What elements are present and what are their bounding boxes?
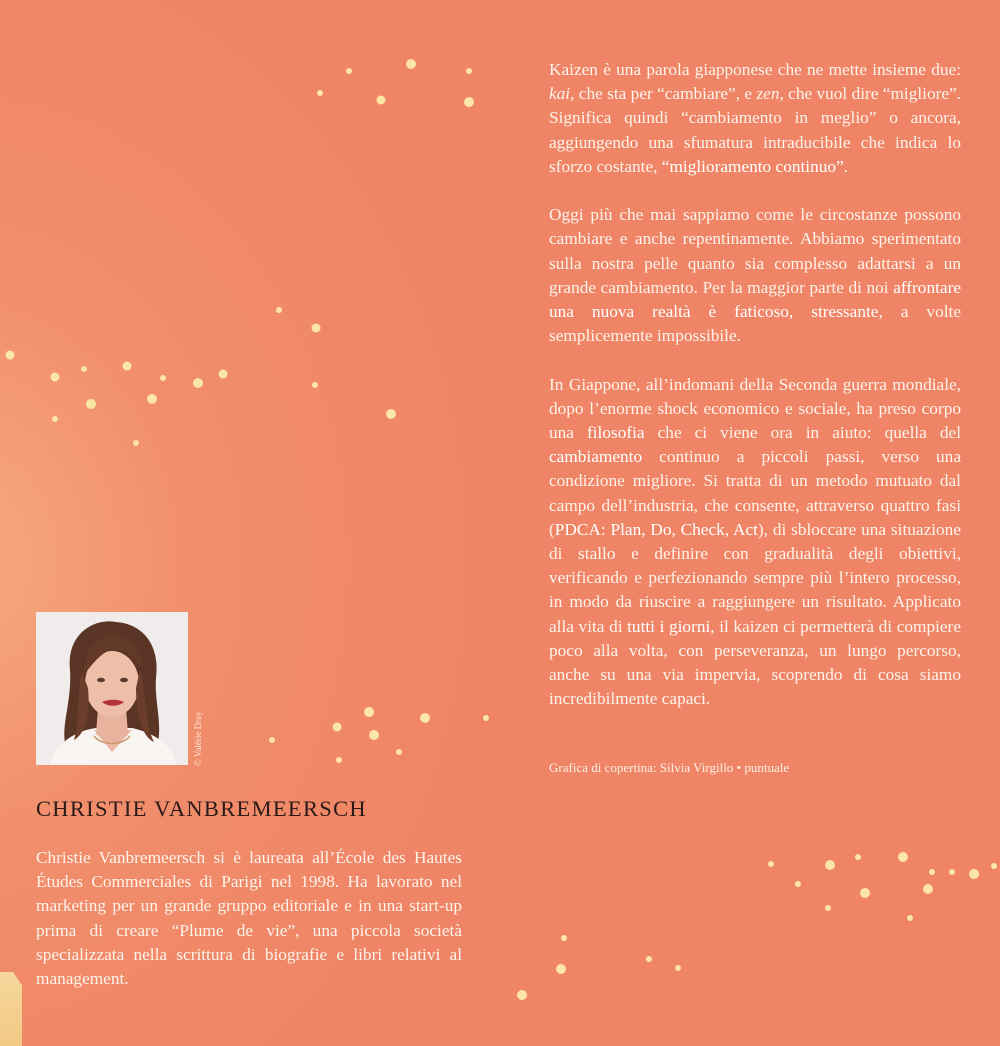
description-paragraph-1	[549, 58, 961, 179]
italic-term: kai	[549, 84, 571, 104]
photo-credit-text: © Valérie Dray	[193, 711, 203, 766]
text-segment: , il kaizen ci permetterà di compiere poco alla volta, con perseveranza, un lungo percorso, anche su una via impervia, scoprendo di cosa siamo incredibilmente capaci.	[549, 616, 961, 709]
text-segment: Oggi più che mai sappiamo come le circostanze possono cambiare e anche repentinamente. Abbiamo sperimentato sulla nostra pelle quanto sia complesso adattarsi a un grande cambiamento. Per la maggior parte di noi	[549, 205, 961, 297]
author-name: CHRISTIE VANBREMEERSCH	[36, 796, 367, 821]
cover-design-credit: Grafica di copertina: Silvia Virgillo • puntuale	[549, 760, 790, 775]
highlighted-phrase: tutti i giorni	[627, 616, 711, 636]
text-segment: , che sta per “cambiare”, e	[570, 84, 757, 104]
photo-credit	[193, 700, 203, 770]
text-segment: .	[843, 156, 848, 176]
text-segment: Kaizen è una parola giapponese che ne mette insieme due:	[549, 60, 961, 79]
author-photo	[36, 612, 188, 765]
italic-term: zen	[756, 84, 780, 104]
spine-edge	[0, 972, 22, 1046]
highlighted-phrase: filosofia	[587, 423, 645, 443]
back-cover-description	[549, 58, 961, 736]
highlighted-phrase: affrontare una nuova realtà è faticoso, stressante	[549, 277, 961, 322]
highlighted-phrase: cambiamento	[549, 447, 643, 467]
text-segment: ), di sbloccare una situazione di stallo e definire con gradualità degli obiettivi, verificando e perfezionando sempre più l’intero processo, in modo da riuscire a raggiungere un risultato. Applicato alla vita di	[549, 519, 961, 636]
text-segment: In Giappone, all’indomani della Seconda guerra mondiale, dopo l’enorme shock economico e sociale, ha preso corpo una	[549, 374, 961, 443]
text-segment: continuo a piccoli passi, verso una condizione migliore. Si tratta di un metodo mutuato dal campo dell’industria, che consente, attraverso quattro fasi (	[549, 447, 961, 539]
description-paragraph-3	[549, 373, 961, 712]
highlighted-phrase: PDCA: Plan, Do, Check, Act	[554, 519, 758, 539]
description-paragraph-2	[549, 203, 961, 348]
text-segment: che ci viene ora in aiuto: quella del	[644, 423, 961, 443]
text-segment: , che vuol dire “migliore”. Significa quindi “cambiamento in meglio” o ancora, aggiungendo una sfumatura intraducibile che indica lo sforzo costante,	[549, 84, 962, 176]
author-bio: Christie Vanbremeersch si è laureata all’École des Hautes Études Commerciales di Parigi nel 1998. Ha lavorato nel marketing per un grande gruppo editoriale e in una start-up prima di creare “Plume de vie”, una piccola società specializzata nella scrittura di biografie e libri relativi al management.	[36, 848, 462, 989]
highlighted-phrase: “miglioramento continuo”	[661, 156, 844, 176]
text-segment: , a volte semplicemente impossibile.	[549, 302, 961, 346]
